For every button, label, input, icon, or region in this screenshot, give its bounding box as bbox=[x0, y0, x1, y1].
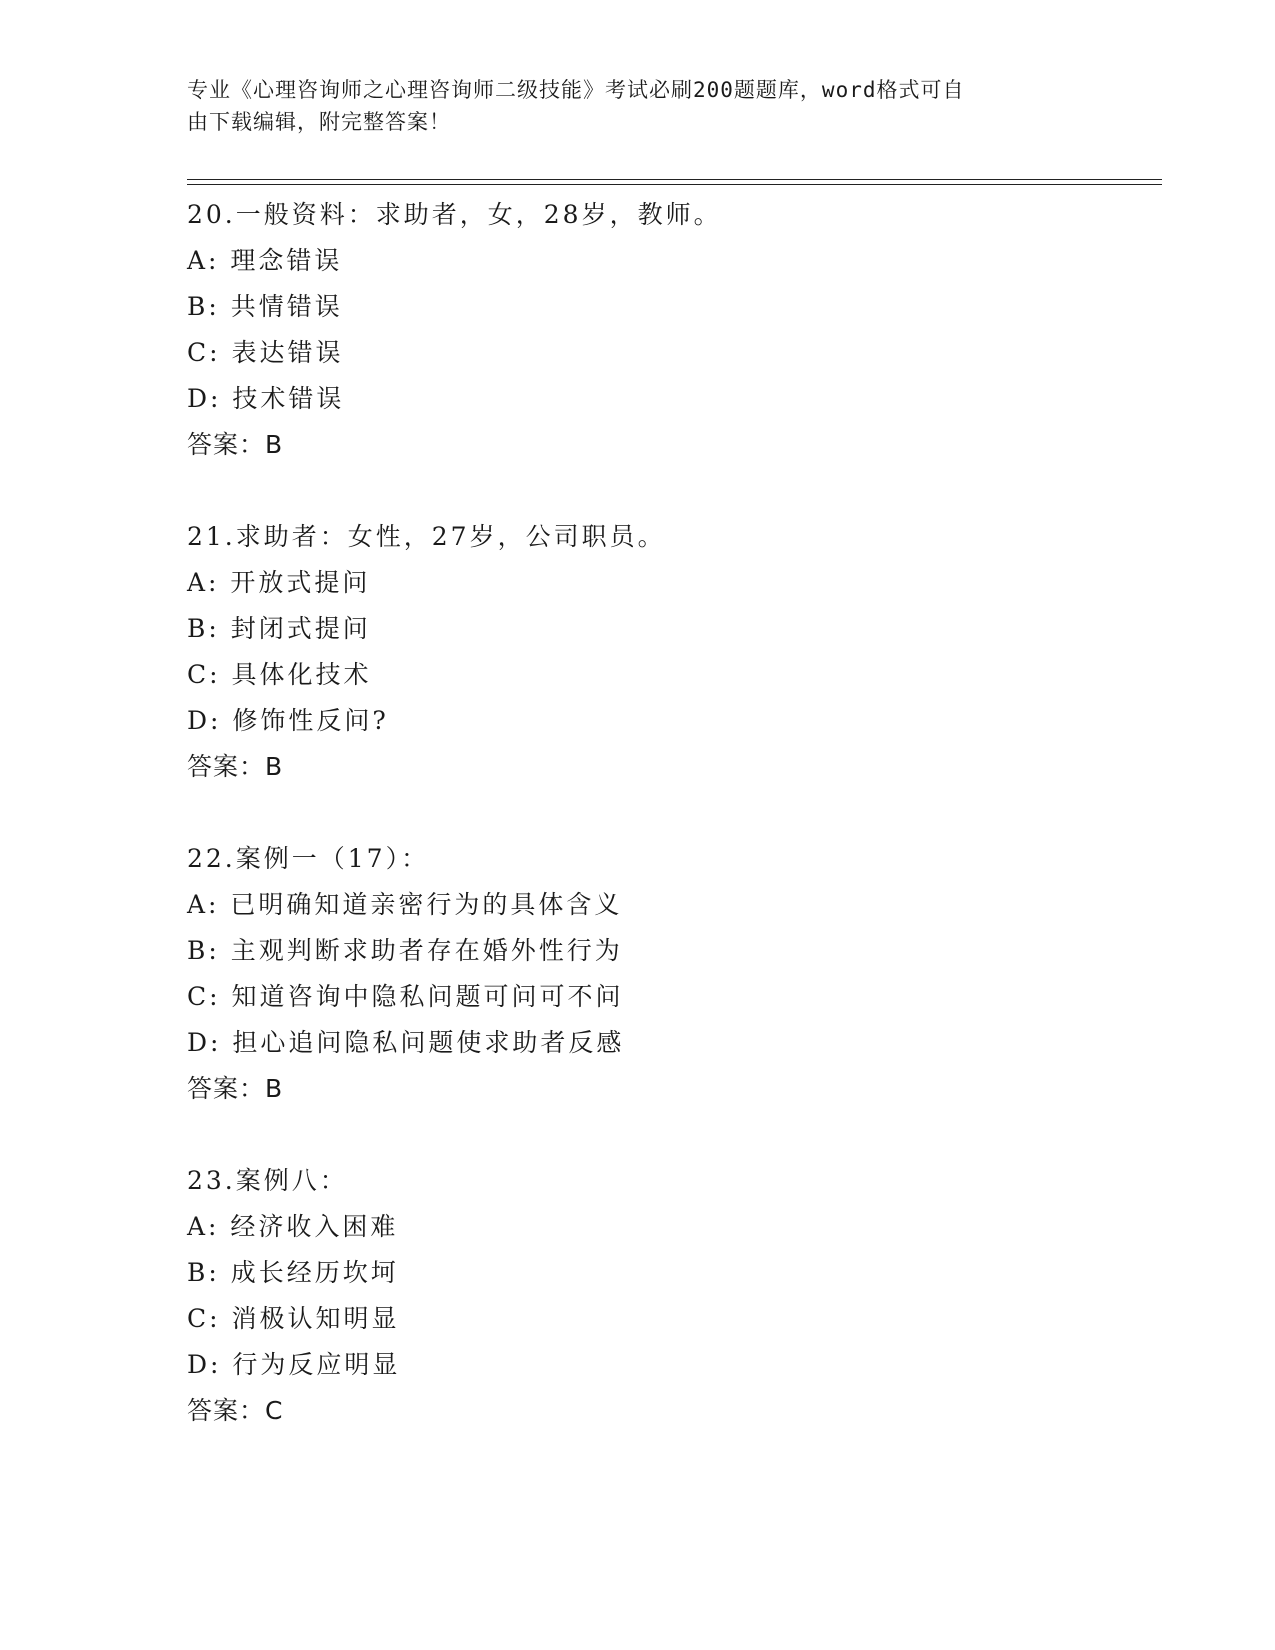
option-c: C: 表达错误 bbox=[187, 338, 344, 367]
document-header bbox=[187, 74, 1087, 138]
answer-line: 答案：C bbox=[187, 1396, 284, 1425]
question-stem: 23.案例八： bbox=[187, 1166, 348, 1195]
option-a: A: 理念错误 bbox=[187, 246, 343, 275]
header-line-1: 专业《心理咨询师之心理咨询师二级技能》考试必刷200题题库，word格式可自 bbox=[187, 78, 965, 102]
option-b: B: 主观判断求助者存在婚外性行为 bbox=[187, 936, 623, 965]
question-stem: 21.求助者：女性，27岁，公司职员。 bbox=[187, 522, 666, 551]
option-c: C: 消极认知明显 bbox=[187, 1304, 400, 1333]
option-b: B: 共情错误 bbox=[187, 292, 343, 321]
question-item bbox=[187, 836, 1162, 1112]
option-d: D: 行为反应明显 bbox=[187, 1350, 401, 1379]
option-d: D: 修饰性反问? bbox=[187, 706, 389, 735]
question-stem: 22.案例一（17）： bbox=[187, 844, 430, 873]
option-b: B: 封闭式提问 bbox=[187, 614, 371, 643]
option-d: D: 担心追问隐私问题使求助者反感 bbox=[187, 1028, 625, 1057]
option-a: A: 已明确知道亲密行为的具体含义 bbox=[187, 890, 623, 919]
question-stem: 20.一般资料：求助者，女，28岁，教师。 bbox=[187, 200, 722, 229]
option-c: C: 知道咨询中隐私问题可问可不问 bbox=[187, 982, 624, 1011]
answer-line: 答案：B bbox=[187, 430, 284, 459]
answer-line: 答案：B bbox=[187, 1074, 284, 1103]
option-d: D: 技术错误 bbox=[187, 384, 345, 413]
question-list bbox=[187, 192, 1162, 1480]
header-divider-top bbox=[187, 179, 1162, 180]
header-line-2: 由下载编辑，附完整答案！ bbox=[187, 110, 451, 134]
header-divider-bottom bbox=[187, 184, 1162, 185]
option-b: B: 成长经历坎坷 bbox=[187, 1258, 399, 1287]
question-item bbox=[187, 1158, 1162, 1434]
option-a: A: 开放式提问 bbox=[187, 568, 371, 597]
option-a: A: 经济收入困难 bbox=[187, 1212, 399, 1241]
option-c: C: 具体化技术 bbox=[187, 660, 372, 689]
question-item bbox=[187, 192, 1162, 468]
answer-line: 答案：B bbox=[187, 752, 284, 781]
question-item bbox=[187, 514, 1162, 790]
